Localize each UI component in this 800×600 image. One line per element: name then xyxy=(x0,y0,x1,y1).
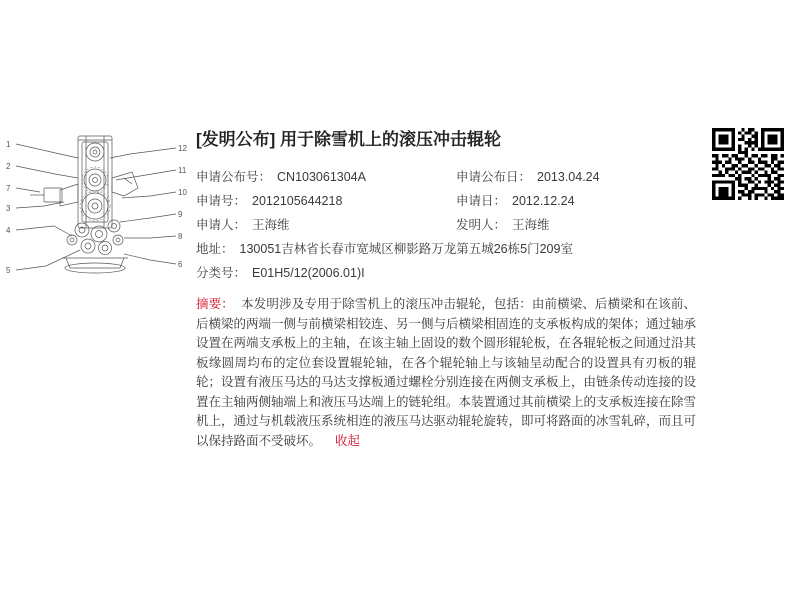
ipc-cell xyxy=(196,262,696,286)
address-value: 130051吉林省长春市宽城区柳影路万龙第五城26栋5门209室 xyxy=(239,242,573,256)
publication-date-cell xyxy=(456,166,696,190)
table-row xyxy=(196,166,696,190)
svg-text:4: 4 xyxy=(6,226,11,235)
svg-text:1: 1 xyxy=(6,140,11,149)
applicant-cell xyxy=(196,214,456,238)
page-title xyxy=(196,128,696,152)
applicant-label: 申请人： xyxy=(196,218,247,232)
ipc-label: 分类号： xyxy=(196,266,247,280)
svg-text:8: 8 xyxy=(178,232,183,241)
collapse-toggle[interactable]: 收起 xyxy=(335,433,361,448)
table-row xyxy=(196,214,696,238)
publication-badge: [发明公布] xyxy=(196,130,276,149)
inventor-label: 发明人： xyxy=(456,218,507,232)
publication-date-label: 申请公布日： xyxy=(456,170,532,184)
ipc-value[interactable]: E01H5/12(2006.01)I xyxy=(252,266,365,280)
svg-text:6: 6 xyxy=(178,260,183,269)
patent-content xyxy=(196,128,696,451)
patent-title-text: 用于除雪机上的滚压冲击辊轮 xyxy=(280,130,502,149)
table-row xyxy=(196,262,696,286)
svg-text:5: 5 xyxy=(6,266,11,275)
publication-number-value[interactable]: CN103061304A xyxy=(277,170,366,184)
svg-text:7: 7 xyxy=(6,184,11,193)
application-date-cell xyxy=(456,190,696,214)
svg-text:12: 12 xyxy=(178,144,187,153)
publication-number-label: 申请公布号： xyxy=(196,170,272,184)
svg-text:2: 2 xyxy=(6,162,11,171)
svg-text:11: 11 xyxy=(178,166,187,175)
address-label: 地址： xyxy=(196,242,234,256)
application-number-label: 申请号： xyxy=(196,194,247,208)
application-number-cell xyxy=(196,190,456,214)
application-number-value: 2012105644218 xyxy=(252,194,343,208)
publication-date-value: 2013.04.24 xyxy=(537,170,600,184)
patent-figure xyxy=(0,118,190,298)
svg-text:3: 3 xyxy=(6,204,11,213)
patent-meta-table xyxy=(196,166,696,286)
table-row xyxy=(196,190,696,214)
inventor-value[interactable]: 王海维 xyxy=(512,218,550,232)
svg-text:10: 10 xyxy=(178,188,187,197)
inventor-cell xyxy=(456,214,696,238)
application-date-label: 申请日： xyxy=(456,194,507,208)
table-row xyxy=(196,238,696,262)
applicant-value[interactable]: 王海维 xyxy=(252,218,290,232)
abstract-label: 摘要： xyxy=(196,297,234,311)
address-cell xyxy=(196,238,696,262)
abstract-section xyxy=(196,295,696,451)
application-date-value: 2012.12.24 xyxy=(512,194,575,208)
abstract-text: 本发明涉及专用于除雪机上的滚压冲击辊轮，包括：由前横梁、后横梁和在该前、后横梁的两端一侧与前横梁相铰连、另一侧与后横梁相固连的支承板构成的架体；通过轴承设置在两端支承板上的主轴，在该主轴上固设的数个圆形辊轮板，在各辊轮板之间通过沿其板缘圆周均布的定位套设置辊轮轴，在各个辊轮轴上与该轴呈动配合的设置具有刃板的辊轮；设置有液压马达的马达支撑板通过螺栓分别连接在两侧支承板上，由链条传动连接的设置在主轴两侧轴端上和液压马达端上的链轮组。本装置通过其前横梁上的支承板连接在除雪机上，通过与机载液压系统相连的液压马达驱动辊轮旋转，即可将路面的冰雪轧碎，而且可以保持路面不受破坏。 xyxy=(196,297,697,448)
svg-text:9: 9 xyxy=(178,210,183,219)
publication-number-cell xyxy=(196,166,456,190)
qr-code[interactable] xyxy=(712,128,784,200)
